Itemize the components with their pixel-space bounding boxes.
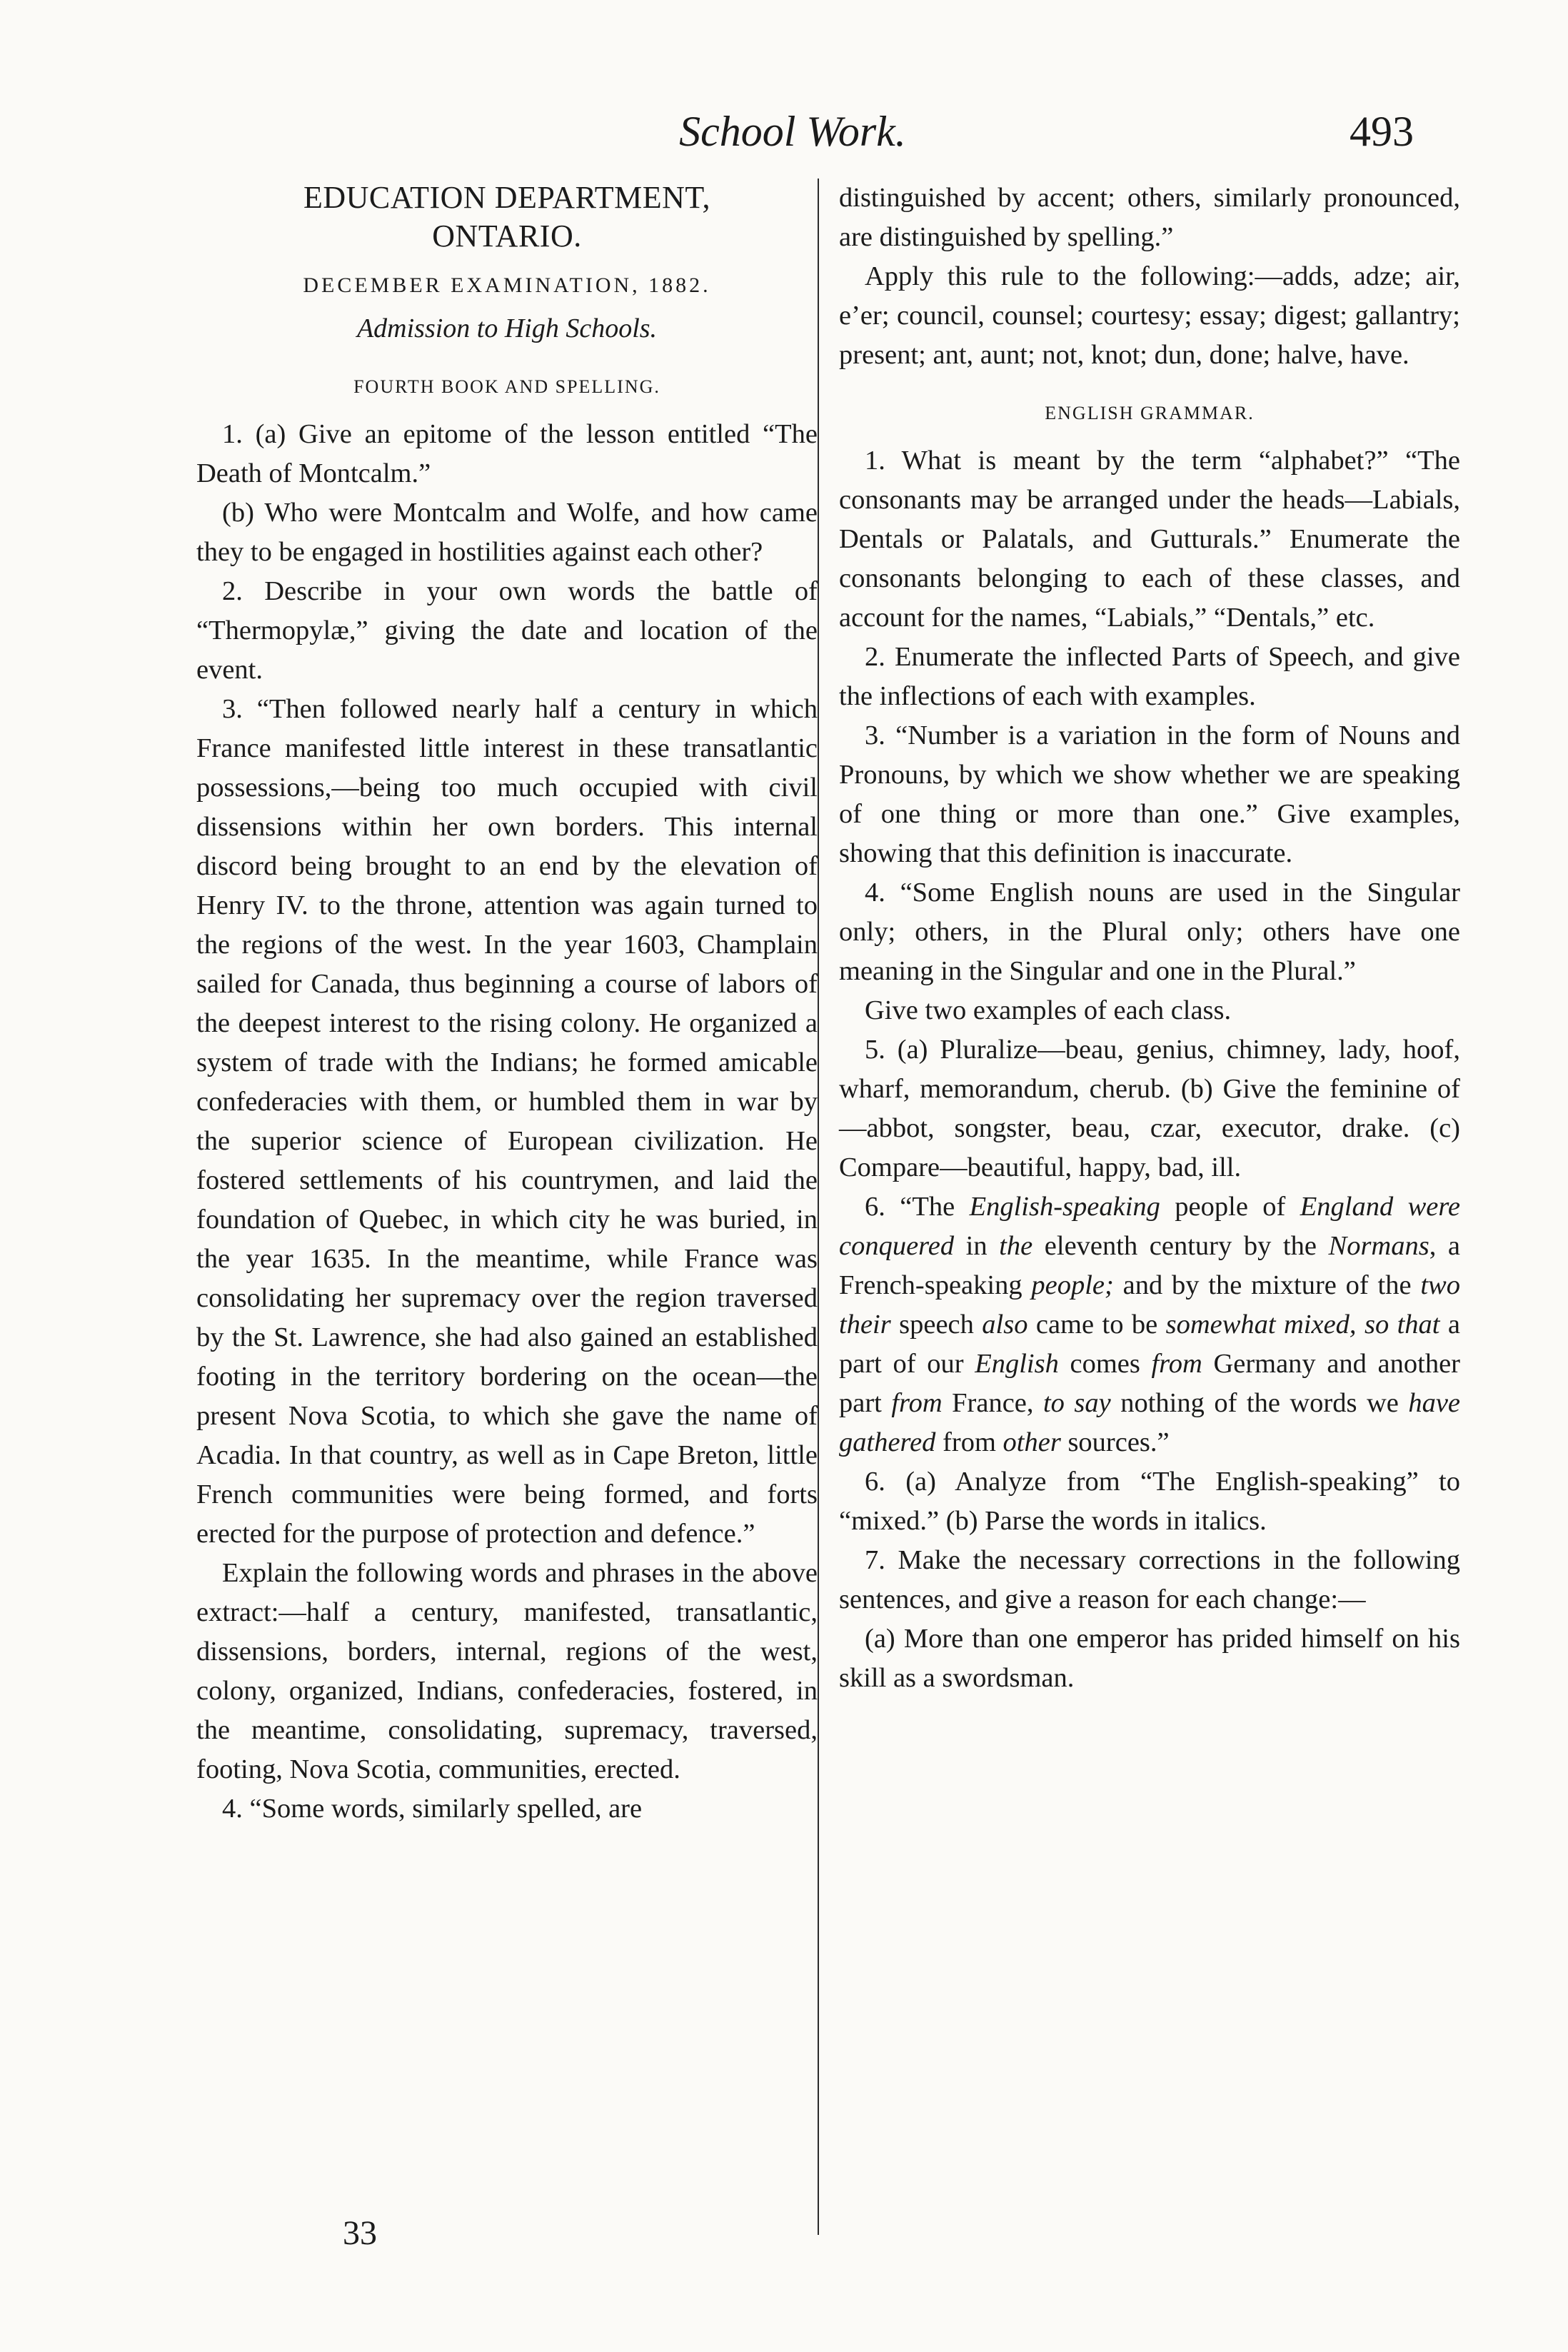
page-number: 493 [1350, 108, 1414, 155]
grammar-question-6: 6. “The English-speaking people of England were conquered in the eleventh century by the Normans, a French-speaking people; and by the mixture of the two their speech also came to be somewhat mixed, so that a part of our English comes from Germany and another part from France, to say nothing of the words we have gathered from other sources.” [839, 1192, 1461, 1457]
admission-subtitle: Admission to High Schools. [356, 313, 658, 343]
grammar-question-4-instruction: Give two examples of each class. [865, 995, 1232, 1025]
question-3-extract: 3. “Then followed nearly half a century in which France manifested little interest in these transatlantic possessions,—being too much occupied with civil dissensions within her own borders. This internal discord being brought to an end by the elevation of Henry IV. to the throne, attention was again turned to the regions of the west. In the year 1603, Champlain sailed for Canada, thus beginning a course of labors of the deepest interest to the rising colony. He organized a system of trade with the Indians; he formed amicable confederacies with them, or humbled them in war by the superior science of European civilization. He fostered settlements of his countrymen, and laid the foundation of Quebec, in which city he was buried, in the year 1635. In the meantime, while France was consolidating her supremacy over the region traversed by the St. Lawrence, she had also gained an established footing in the territory bordering on the ocean—the present Nova Scotia, to which she gave the name of Acadia. In that country, as well as in Cape Breton, little French communities were being formed, and forts erected for the purpose of protection and defence.” [196, 694, 818, 1549]
grammar-question-1: 1. What is meant by the term “alphabet?” “The consonants may be arranged under the heads—Labials, Dentals or Palatals, and Gutturals.” Enumerate the consonants belonging to each of these classes, and account for the names, “Labials,” “Dentals,” etc. [839, 446, 1460, 633]
left-column [196, 179, 818, 1829]
question-4-continued: distinguished by accent; others, similarly pronounced, are distinguished by spelling.” [839, 183, 1460, 252]
spelling-rule-exercise: Apply this rule to the following:—adds, adze; air, e’er; council, counsel; courtesy; essay; digest; gallantry; present; ant, aunt; not, knot; dun, done; halve, have. [839, 261, 1460, 370]
question-2: 2. Describe in your own words the battle of “Thermopylæ,” giving the date and location of the event. [196, 576, 818, 685]
question-1a: 1. (a) Give an epitome of the lesson entitled “The Death of Montcalm.” [196, 419, 818, 488]
question-4-start: 4. “Some words, similarly spelled, are [222, 1794, 643, 1824]
section-heading-fourth-book: FOURTH BOOK AND SPELLING. [353, 376, 660, 397]
page-header [0, 107, 1568, 179]
grammar-question-6a: 6. (a) Analyze from “The English-speaking” to “mixed.” (b) Parse the words in italics. [839, 1467, 1460, 1536]
grammar-question-2: 2. Enumerate the inflected Parts of Speech, and give the inflections of each with examples. [839, 642, 1460, 711]
department-line-2: ONTARIO. [432, 218, 582, 253]
question-1b: (b) Who were Montcalm and Wolfe, and how came they to be engaged in hostilities against each other? [196, 498, 818, 567]
section-heading-english-grammar: ENGLISH GRAMMAR. [1045, 403, 1255, 423]
department-heading [196, 179, 818, 256]
running-title: School Work. [679, 108, 906, 155]
grammar-question-3: 3. “Number is a variation in the form of Nouns and Pronouns, by which we show whether we are speaking of one thing or more than one.” Give examples, showing that this definition is inaccurate. [839, 720, 1460, 868]
grammar-question-7a: (a) More than one emperor has prided himself on his skill as a swordsman. [839, 1624, 1460, 1693]
grammar-question-7: 7. Make the necessary corrections in the following sentences, and give a reason for each change:— [839, 1545, 1460, 1614]
grammar-question-5: 5. (a) Pluralize—beau, genius, chimney, lady, hoof, wharf, memorandum, cherub. (b) Give the feminine of—abbot, songster, beau, czar, executor, drake. (c) Compare—beautiful, happy, bad, ill. [839, 1035, 1460, 1182]
grammar-question-4: 4. “Some English nouns are used in the Singular only; others, in the Plural only; others have one meaning in the Singular and one in the Plural.” [839, 878, 1460, 986]
department-line-1: EDUCATION DEPARTMENT, [303, 180, 711, 215]
column-divider [818, 179, 819, 2235]
question-3-explain: Explain the following words and phrases in the above extract:—half a century, manifested, transatlantic, dissensions, borders, internal, regions of the west, colony, organized, Indians, confederacies, fostered, in the meantime, consolidating, supremacy, traversed, footing, Nova Scotia, communities, erected. [196, 1558, 818, 1784]
exam-title: DECEMBER EXAMINATION, 1882. [303, 273, 711, 297]
right-column [839, 179, 1460, 1698]
signature-mark: 33 [343, 2214, 377, 2252]
